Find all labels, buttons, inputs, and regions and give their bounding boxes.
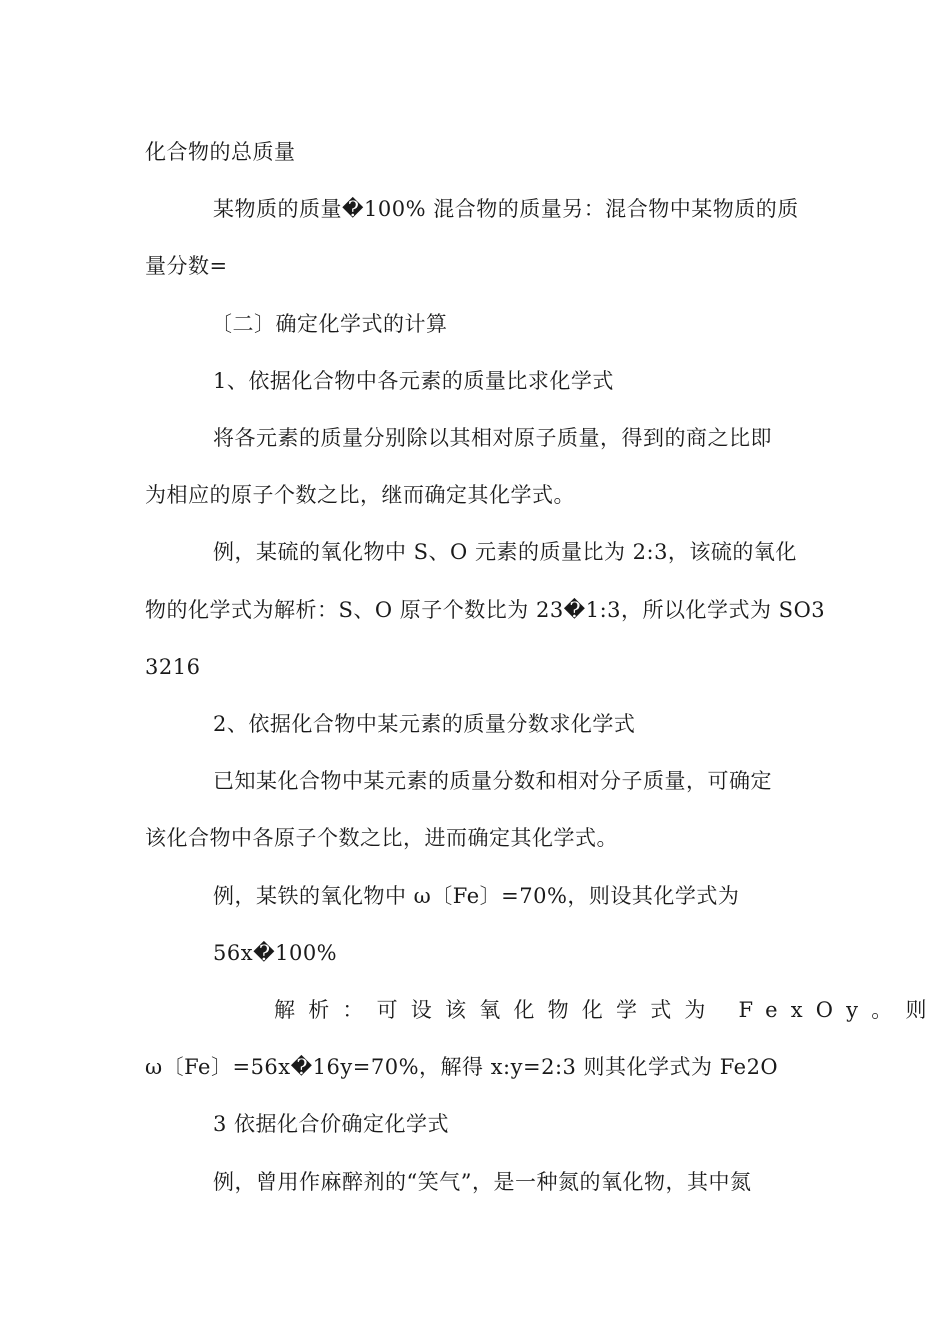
text-line: 量分数=: [145, 254, 228, 278]
subsection-heading: 2、依据化合物中某元素的质量分数求化学式: [213, 712, 636, 736]
text-line: ω〔Fe〕=56x�16y=70%，解得 x:y=2:3 则其化学式为 Fe2O: [145, 1055, 779, 1079]
text-line: 3216: [145, 655, 201, 679]
text-line: 该化合物中各原子个数之比，进而确定其化学式。: [145, 826, 618, 850]
text-line: 化合物的总质量: [145, 140, 296, 164]
text-line: 已知某化合物中某元素的质量分数和相对分子质量，可确定: [213, 769, 772, 793]
subsection-heading: 1、依据化合物中各元素的质量比求化学式: [213, 369, 614, 393]
text-line: 某物质的质量�100% 混合物的质量另：混合物中某物质的质: [213, 197, 799, 221]
text-line: 将各元素的质量分别除以其相对原子质量，得到的商之比即: [213, 426, 772, 450]
text-line: 56x�100%: [213, 941, 338, 965]
text-line: 例，某铁的氧化物中 ω〔Fe〕=70%，则设其化学式为: [213, 884, 740, 908]
text-line: 为相应的原子个数之比，继而确定其化学式。: [145, 483, 575, 507]
text-line: 例，曾用作麻醉剂的“笑气”，是一种氮的氧化物，其中氮: [213, 1170, 752, 1194]
section-heading: 〔二〕确定化学式的计算: [211, 312, 448, 336]
text-line: 解析：可设该氧化物化学式为 FexOy。则: [274, 998, 940, 1022]
text-line: 例，某硫的氧化物中 S、O 元素的质量比为 2:3，该硫的氧化: [213, 540, 797, 564]
subsection-heading: 3 依据化合价确定化学式: [213, 1112, 450, 1136]
text-line: 物的化学式为解析：S、O 原子个数比为 23�1:3，所以化学式为 SO3: [145, 598, 826, 622]
